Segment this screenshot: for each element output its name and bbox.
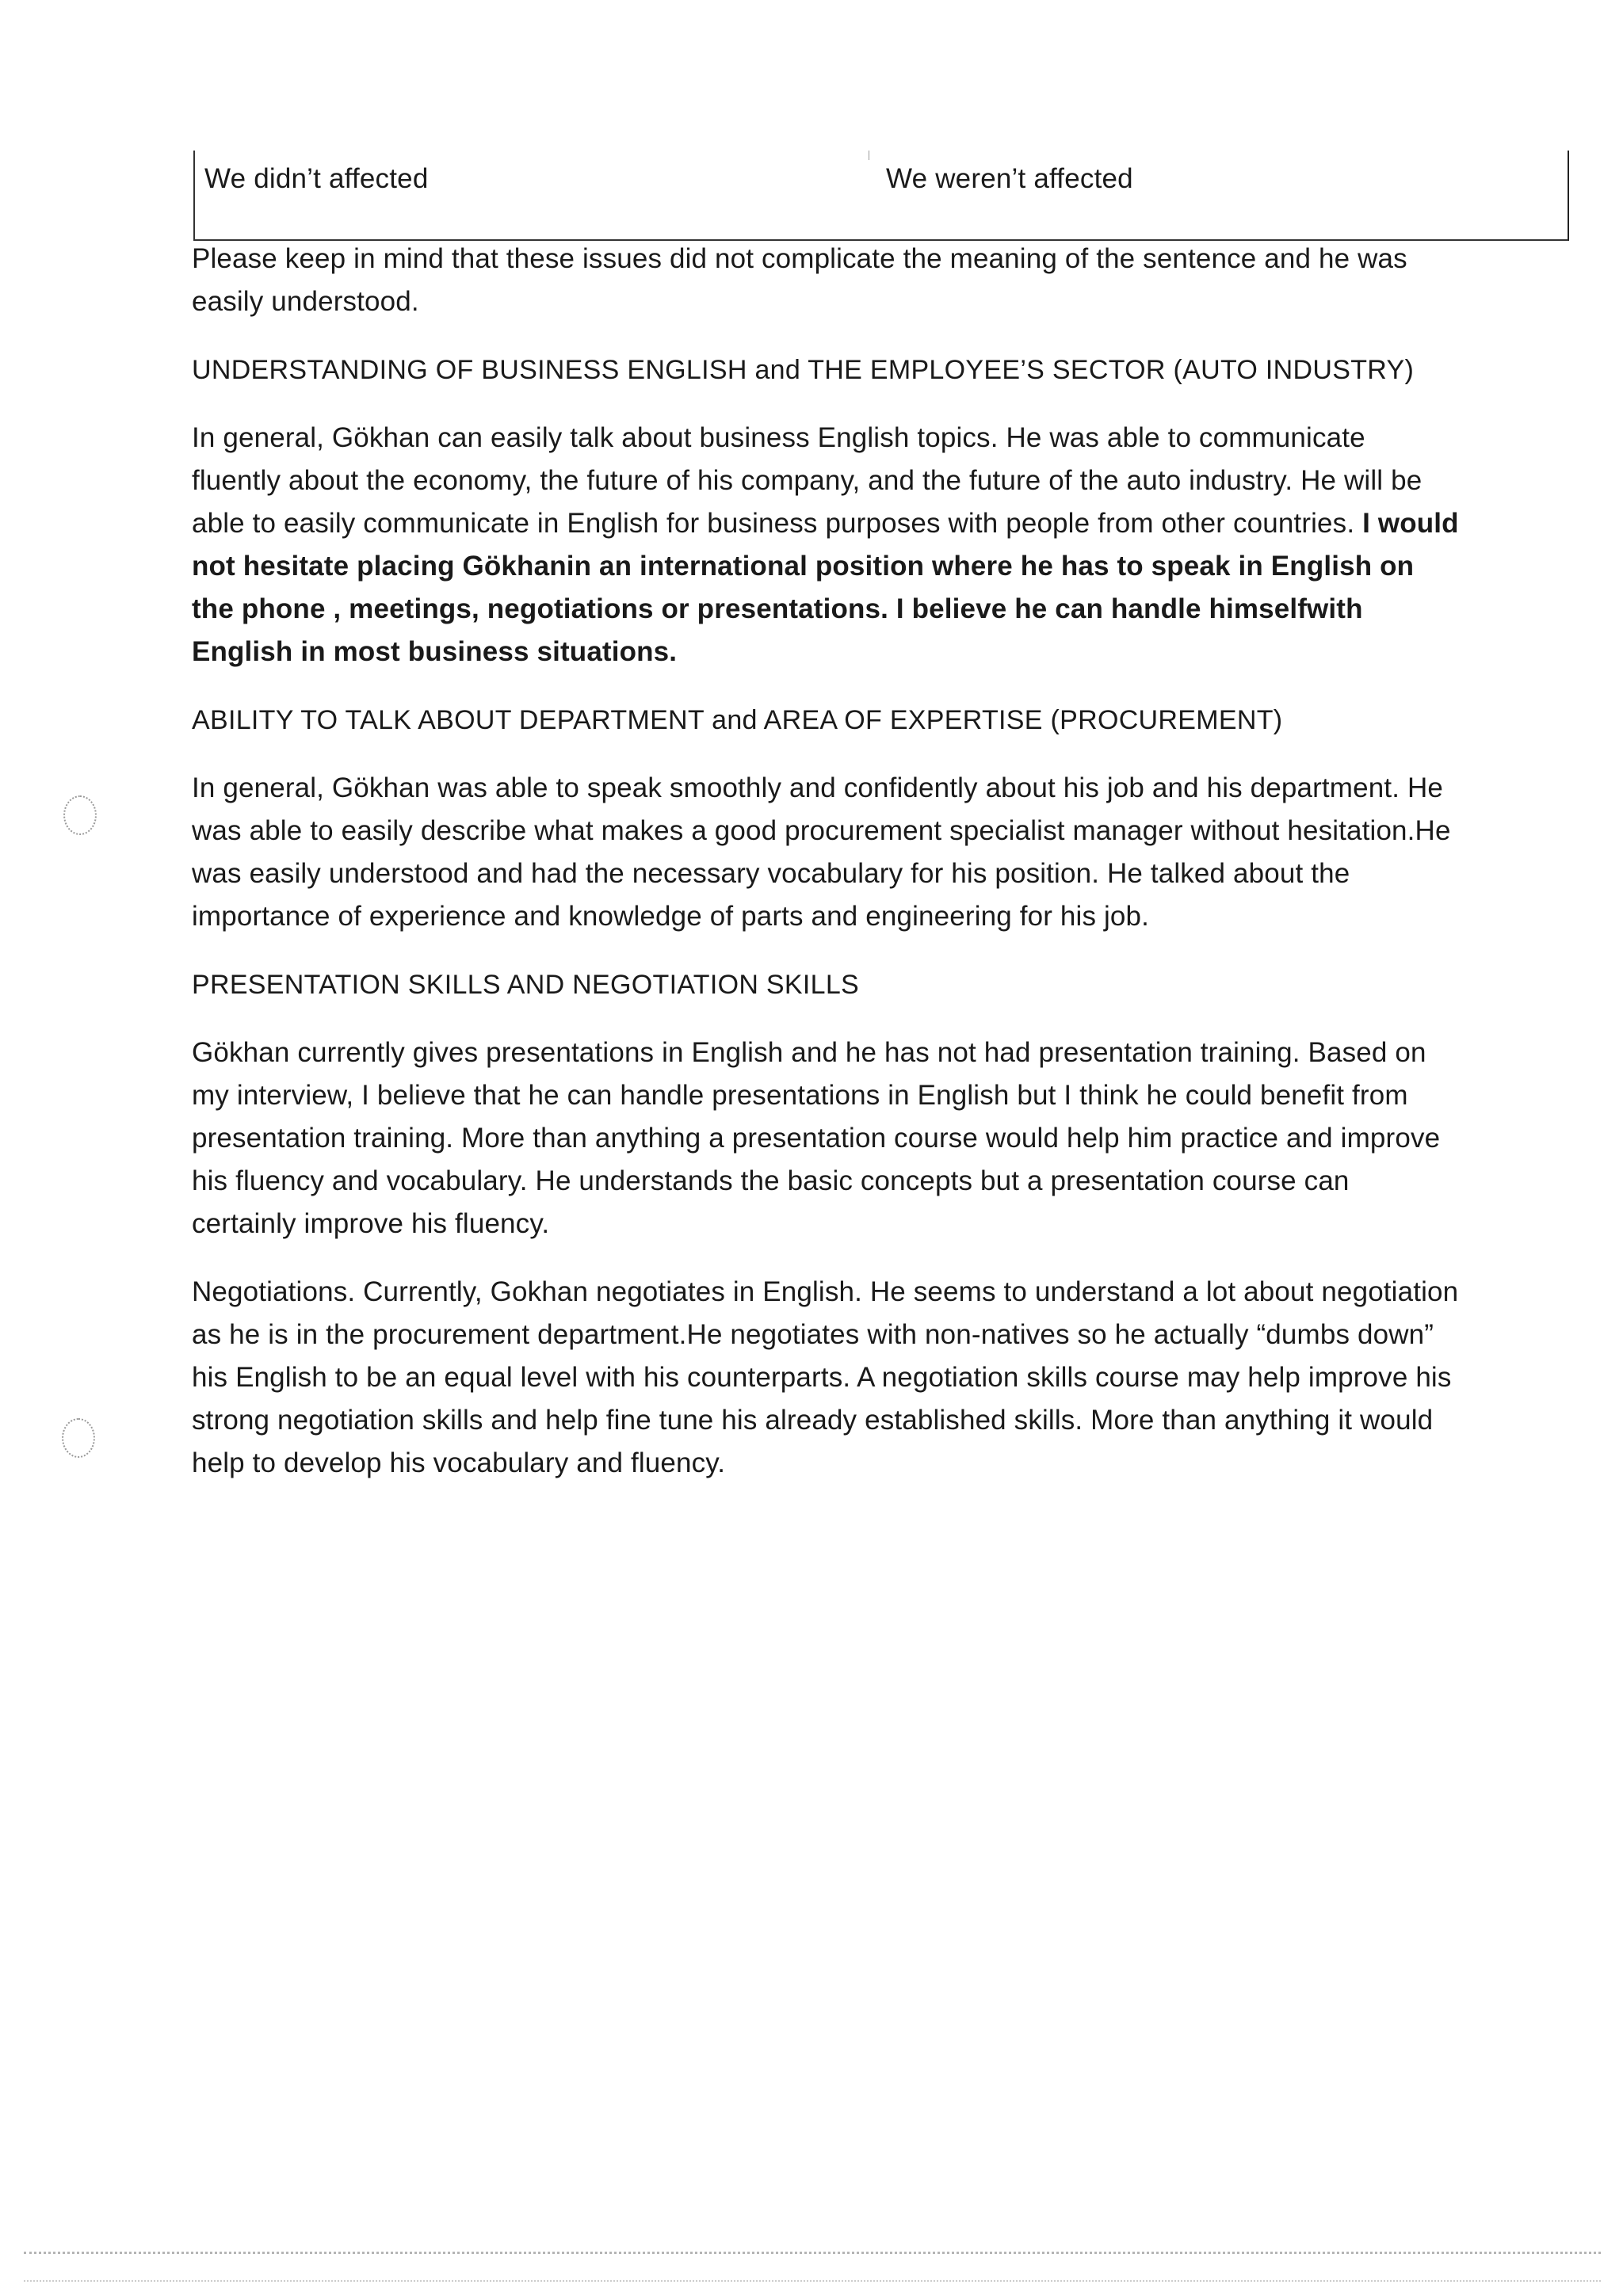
punch-hole-mark <box>63 795 97 835</box>
business-english-text: In general, Gökhan can easily talk about business English topics. He was able to communicate fluently about the economy, the future of his company, and the future of the auto industry. He will be able to easily communicate in English for business purposes with people from other countries. <box>192 422 1423 539</box>
section-heading-presentation: PRESENTATION SKILLS AND NEGOTIATION SKILLS <box>192 970 860 1000</box>
section-heading-department: ABILITY TO TALK ABOUT DEPARTMENT and AREA OF EXPERTISE (PROCUREMENT) <box>192 705 1283 735</box>
presentation-paragraph: Gökhan currently gives presentations in English and he has not had presentation training. Based on my interview, I believe that he can handle presentations in English but I think he could benefit from presentation training. More than anything a presentation course would help him practice and improve his fluency and vocabulary. He understands the basic concepts but a presentation course can certainly improve his fluency. <box>192 1037 1441 1239</box>
comparison-table-row <box>193 151 1569 241</box>
document-body <box>192 238 1460 1510</box>
scan-edge-noise <box>24 2280 1601 2282</box>
table-cell-incorrect: We didn’t affected <box>204 163 429 194</box>
scan-edge-noise <box>24 2252 1601 2254</box>
table-cell-correct: We weren’t affected <box>886 163 1133 194</box>
intro-paragraph: Please keep in mind that these issues did not complicate the meaning of the sentence and he was easily understood. <box>192 243 1407 317</box>
department-paragraph: In general, Gökhan was able to speak smoothly and confidently about his job and his department. He was able to easily describe what makes a good procurement specialist manager without hesitation.He was easily understood and had the necessary vocabulary for his position. He talked about the importance of experience and knowledge of parts and engineering for his job. <box>192 772 1451 932</box>
punch-hole-mark <box>62 1418 95 1458</box>
business-english-bold-text: I would not hesitate placing Gökhanin an international position where he has to speak in English on the phone , meetings, negotiations or presentations. I believe he can handle himselfwith English in most business situations. <box>192 508 1459 667</box>
business-english-paragraph <box>192 417 1460 673</box>
section-heading-business-english: UNDERSTANDING OF BUSINESS ENGLISH and THE EMPLOYEE’S SECTOR (AUTO INDUSTRY) <box>192 355 1415 385</box>
negotiation-paragraph: Negotiations. Currently, Gokhan negotiates in English. He seems to understand a lot about negotiation as he is in the procurement department.He negotiates with non-natives so he actually “dumbs down” his English to be an equal level with his counterparts. A negotiation skills course may help improve his strong negotiation skills and help fine tune his already established skills. More than anything it would help to develop his vocabulary and fluency. <box>192 1276 1459 1478</box>
